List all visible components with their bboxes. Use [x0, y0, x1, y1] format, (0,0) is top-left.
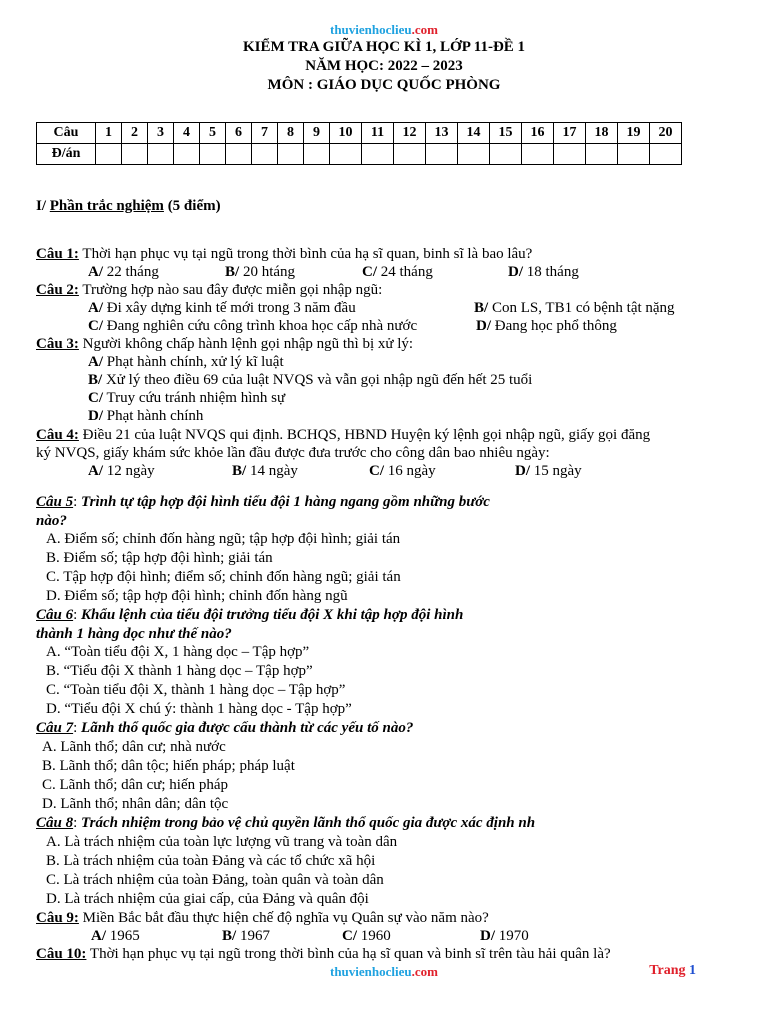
question-number-cell: 6: [226, 123, 252, 144]
question-number-cell: 10: [330, 123, 362, 144]
question-number-cell: 3: [148, 123, 174, 144]
question-number-cell: 9: [304, 123, 330, 144]
question-9: Câu 9: Miền Bắc bắt đầu thực hiện chế độ nghĩa vụ Quân sự vào năm nào?: [36, 910, 489, 926]
q7-option-b[interactable]: B. Lãnh thổ; dân tộc; hiến pháp; pháp luật: [42, 758, 295, 774]
answer-cell[interactable]: [362, 144, 394, 165]
q3-option-b[interactable]: B/ Xử lý theo điều 69 của luật NVQS và vẫn gọi nhập ngũ đến hết 25 tuổi: [88, 372, 533, 388]
question-header-cell: Câu: [37, 123, 96, 144]
q8-option-a[interactable]: A. Là trách nhiệm của toàn lực lượng vũ trang và toàn dân: [46, 834, 398, 850]
answer-cell[interactable]: [586, 144, 618, 165]
q1-option-b[interactable]: B/ 20 htáng: [225, 264, 296, 280]
q6-option-a[interactable]: A. “Toàn tiểu đội X, 1 hàng dọc – Tập hợp”: [46, 644, 310, 660]
answer-cell[interactable]: [458, 144, 490, 165]
q8-option-c[interactable]: C. Là trách nhiệm của toàn Đảng, toàn quân và toàn dân: [46, 872, 384, 888]
q1-option-a[interactable]: A/ 22 tháng: [88, 264, 159, 280]
question-4: Câu 4: Điều 21 của luật NVQS qui định. BCHQS, HBND Huyện ký lệnh gọi nhập ngũ, giấy gọi đăng: [36, 427, 651, 443]
answer-cell[interactable]: [252, 144, 278, 165]
question-1: Câu 1: Thời hạn phục vụ tại ngũ trong thời bình của hạ sĩ quan, binh sĩ là bao lâu?: [36, 246, 533, 262]
question-5: Câu 5: Trình tự tập hợp đội hình tiểu đội 1 hàng ngang gồm những bước: [36, 494, 490, 510]
q5-option-d[interactable]: D. Điểm số; tập hợp đội hình; chỉnh đốn hàng ngũ: [46, 588, 348, 604]
answer-cell[interactable]: [226, 144, 252, 165]
question-8: Câu 8: Trách nhiệm trong bảo vệ chủ quyền lãnh thổ quốc gia được xác định nh: [36, 815, 536, 831]
answer-cell[interactable]: [490, 144, 522, 165]
answer-cell[interactable]: [554, 144, 586, 165]
question-number-cell: 12: [394, 123, 426, 144]
answer-header-cell: Đ/án: [37, 144, 96, 165]
question-number-cell: 20: [650, 123, 682, 144]
site-footer-logo: thuvienhoclieu.com: [330, 964, 438, 979]
q5-option-b[interactable]: B. Điểm số; tập hợp đội hình; giải tán: [46, 550, 273, 566]
q1-option-d[interactable]: D/ 18 tháng: [508, 264, 579, 280]
q2-option-b[interactable]: B/ Con LS, TB1 có bệnh tật nặng: [474, 300, 675, 316]
answer-cell[interactable]: [394, 144, 426, 165]
q7-option-c[interactable]: C. Lãnh thổ; dân cư; hiến pháp: [42, 777, 229, 793]
q4-option-c[interactable]: C/ 16 ngày: [369, 463, 436, 479]
q8-option-b[interactable]: B. Là trách nhiệm của toàn Đảng và các tổ chức xã hội: [46, 853, 376, 869]
question-2: Câu 2: Trường hợp nào sau đây được miễn gọi nhập ngũ:: [36, 282, 383, 298]
page-number: Trang 1: [649, 963, 696, 978]
school-year: NĂM HỌC: 2022 – 2023: [305, 58, 463, 74]
question-number-cell: 1: [96, 123, 122, 144]
q1-option-c[interactable]: C/ 24 tháng: [362, 264, 433, 280]
q4-option-b[interactable]: B/ 14 ngày: [232, 463, 298, 479]
answer-table: [36, 122, 682, 165]
answer-table-answer-row: [37, 144, 682, 165]
q4-option-a[interactable]: A/ 12 ngày: [88, 463, 155, 479]
question-number-cell: 13: [426, 123, 458, 144]
q7-option-a[interactable]: A. Lãnh thổ; dân cư; nhà nước: [42, 739, 226, 755]
q7-option-d[interactable]: D. Lãnh thổ; nhân dân; dân tộc: [42, 796, 229, 812]
section-heading: I/ Phần trắc nghiệm (5 điểm): [36, 198, 221, 214]
q5-option-c[interactable]: C. Tập hợp đội hình; điểm số; chỉnh đốn hàng ngũ; giải tán: [46, 569, 401, 585]
q3-option-a[interactable]: A/ Phạt hành chính, xử lý kĩ luật: [88, 354, 284, 370]
q2-option-a[interactable]: A/ Đi xây dựng kinh tế mới trong 3 năm đầu: [88, 300, 356, 316]
q5-option-a[interactable]: A. Điểm số; chỉnh đốn hàng ngũ; tập hợp đội hình; giải tán: [46, 531, 401, 547]
question-number-cell: 17: [554, 123, 586, 144]
question-10: Câu 10: Thời hạn phục vụ tại ngũ trong thời bình của hạ sĩ quan và binh sĩ trên tàu hải quân là?: [36, 946, 611, 962]
q8-option-d[interactable]: D. Là trách nhiệm của giai cấp, của Đảng và quân đội: [46, 891, 369, 907]
q6-option-c[interactable]: C. “Toàn tiểu đội X, thành 1 hàng dọc – Tập hợp”: [46, 682, 346, 698]
question-number-cell: 2: [122, 123, 148, 144]
question-number-cell: 11: [362, 123, 394, 144]
answer-cell[interactable]: [148, 144, 174, 165]
answer-cell[interactable]: [96, 144, 122, 165]
answer-cell[interactable]: [304, 144, 330, 165]
question-number-cell: 18: [586, 123, 618, 144]
question-number-cell: 5: [200, 123, 226, 144]
answer-cell[interactable]: [522, 144, 554, 165]
question-4-line-2: ký NVQS, giấy khám sức khỏe lần đầu được đưa trước cho công dân bao nhiêu ngày:: [36, 445, 550, 461]
q9-option-b[interactable]: B/ 1967: [222, 928, 270, 944]
answer-cell[interactable]: [330, 144, 362, 165]
answer-cell[interactable]: [174, 144, 200, 165]
question-6: Câu 6: Khẩu lệnh của tiểu đội trưởng tiểu đội X khi tập hợp đội hình: [36, 607, 464, 623]
exam-title: KIỂM TRA GIỮA HỌC KÌ 1, LỚP 11-ĐỀ 1: [242, 39, 526, 55]
q9-option-a[interactable]: A/ 1965: [91, 928, 140, 944]
answer-table-header-row: [37, 123, 682, 144]
site-header-logo: [0, 22, 768, 38]
question-number-cell: 15: [490, 123, 522, 144]
question-number-cell: 4: [174, 123, 200, 144]
question-number-cell: 16: [522, 123, 554, 144]
question-number-cell: 8: [278, 123, 304, 144]
question-number-cell: 14: [458, 123, 490, 144]
answer-cell[interactable]: [122, 144, 148, 165]
answer-cell[interactable]: [426, 144, 458, 165]
question-5-line-2: nào?: [36, 513, 67, 529]
q3-option-c[interactable]: C/ Truy cứu tránh nhiệm hình sự: [88, 390, 286, 406]
question-3: Câu 3: Người không chấp hành lệnh gọi nhập ngũ thì bị xử lý:: [36, 336, 414, 352]
q2-option-d[interactable]: D/ Đang học phổ thông: [476, 318, 617, 334]
q3-option-d[interactable]: D/ Phạt hành chính: [88, 408, 204, 424]
q9-option-d[interactable]: D/ 1970: [480, 928, 529, 944]
question-number-cell: 19: [618, 123, 650, 144]
question-number-cell: 7: [252, 123, 278, 144]
subject-title: MÔN : GIÁO DỤC QUỐC PHÒNG: [267, 77, 501, 93]
site-domain: .com: [411, 22, 438, 37]
site-name: thuvienhoclieu: [330, 22, 412, 37]
answer-cell[interactable]: [618, 144, 650, 165]
q6-option-d[interactable]: D. “Tiểu đội X chú ý: thành 1 hàng dọc - Tập hợp”: [46, 701, 352, 717]
q2-option-c[interactable]: C/ Đang nghiên cứu công trình khoa học cấp nhà nước: [88, 318, 418, 334]
answer-cell[interactable]: [200, 144, 226, 165]
answer-cell[interactable]: [278, 144, 304, 165]
q6-option-b[interactable]: B. “Tiểu đội X thành 1 hàng dọc – Tập hợp”: [46, 663, 313, 679]
answer-cell[interactable]: [650, 144, 682, 165]
q9-option-c[interactable]: C/ 1960: [342, 928, 391, 944]
question-7: Câu 7: Lãnh thổ quốc gia được cấu thành từ các yếu tố nào?: [36, 720, 414, 736]
q4-option-d[interactable]: D/ 15 ngày: [515, 463, 582, 479]
question-6-line-2: thành 1 hàng dọc như thế nào?: [36, 626, 232, 642]
